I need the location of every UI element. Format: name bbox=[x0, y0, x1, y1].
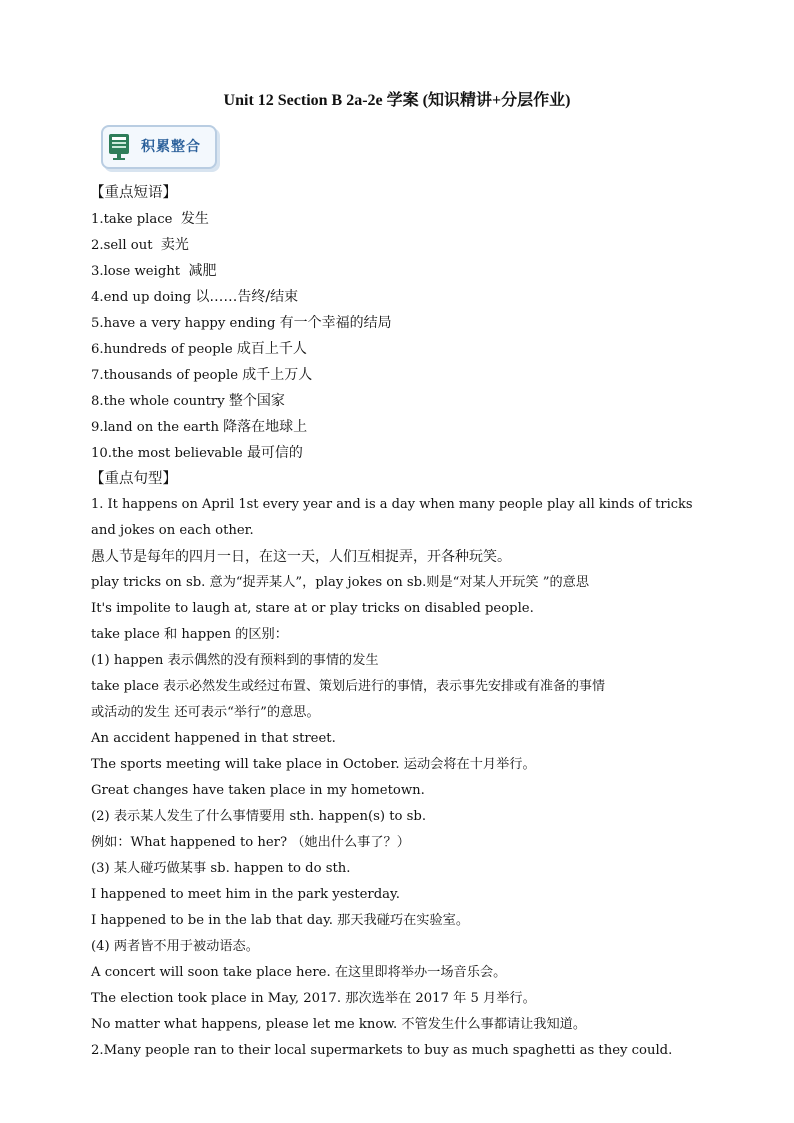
phrase-zh: 卖光 bbox=[160, 237, 189, 253]
phrase-zh: 发生 bbox=[180, 211, 209, 227]
phrase-item bbox=[91, 235, 189, 256]
phrase-en: 4.end up doing bbox=[91, 290, 192, 305]
text-line: An accident happened in that street. bbox=[91, 731, 336, 746]
text-line: 或活动的发生 还可表示“举行”的意思。 bbox=[91, 705, 320, 720]
book-icon bbox=[107, 131, 131, 161]
phrase-item bbox=[91, 209, 209, 230]
phrase-en: 5.have a very happy ending bbox=[91, 316, 276, 331]
text-line: Great changes have taken place in my hometown. bbox=[91, 783, 425, 798]
text-line: I happened to meet him in the park yesterday. bbox=[91, 887, 400, 902]
text-line: play tricks on sb. 意为“捉弄某人”，play jokes on sb.则是“对某人开玩笑 ”的意思 bbox=[91, 575, 590, 590]
text-line: and jokes on each other. bbox=[91, 523, 254, 538]
text-line: (1) happen 表示偶然的没有预料到的事情的发生 bbox=[91, 653, 379, 668]
text-line: 愚人节是每年的四月一日，在这一天，人们互相捉弄，开各种玩笑。 bbox=[91, 549, 511, 565]
phrase-zh: 成百上千人 bbox=[236, 341, 307, 357]
phrase-item bbox=[91, 287, 298, 308]
text-line: take place 和 happen 的区别： bbox=[91, 627, 288, 642]
phrase-item bbox=[91, 339, 307, 360]
phrase-item bbox=[91, 261, 216, 282]
phrase-en: 3.lose weight bbox=[91, 264, 181, 279]
phrase-zh: 整个国家 bbox=[228, 393, 285, 409]
phrase-zh: 降落在地球上 bbox=[223, 419, 308, 435]
phrase-zh: 最可信的 bbox=[246, 445, 303, 461]
phrase-en: 1.take place bbox=[91, 212, 173, 227]
phrase-en: 10.the most believable bbox=[91, 446, 243, 461]
phrase-en: 7.thousands of people bbox=[91, 368, 238, 383]
badge-label: 积累整合 bbox=[141, 139, 201, 155]
text-line: The sports meeting will take place in October. 运动会将在十月举行。 bbox=[91, 757, 536, 772]
phrase-item bbox=[91, 313, 392, 334]
text-line: 1. It happens on April 1st every year and is a day when many people play all kinds of tricks bbox=[91, 497, 693, 512]
document-title: Unit 12 Section B 2a-2e 学案 (知识精讲+分层作业) bbox=[223, 92, 571, 109]
text-line: No matter what happens, please let me know. 不管发生什么事都请让我知道。 bbox=[91, 1017, 587, 1032]
phrase-en: 2.sell out bbox=[91, 238, 153, 253]
section-badge bbox=[97, 123, 217, 171]
phrase-item bbox=[91, 365, 312, 386]
text-line: (3) 某人碰巧做某事 sb. happen to do sth. bbox=[91, 861, 351, 876]
section-heading-sentences: 【重点句型】 bbox=[90, 471, 177, 487]
text-line: It's impolite to laugh at, stare at or play tricks on disabled people. bbox=[91, 601, 534, 616]
phrase-en: 9.land on the earth bbox=[91, 420, 219, 435]
phrase-zh: 以……告终/结束 bbox=[195, 289, 299, 305]
phrase-zh: 减肥 bbox=[188, 263, 217, 279]
text-line: A concert will soon take place here. 在这里即将举办一场音乐会。 bbox=[91, 965, 507, 980]
text-line: (4) 两者皆不用于被动语态。 bbox=[91, 939, 259, 954]
phrase-en: 6.hundreds of people bbox=[91, 342, 233, 357]
text-line: (2) 表示某人发生了什么事情要用 sth. happen(s) to sb. bbox=[91, 809, 427, 824]
phrase-item bbox=[91, 417, 307, 438]
section-heading-phrases: 【重点短语】 bbox=[90, 185, 177, 201]
phrase-item bbox=[91, 391, 285, 412]
text-line: 例如：What happened to her? （她出什么事了？） bbox=[91, 835, 410, 850]
phrase-item bbox=[91, 443, 303, 464]
text-line: 2.Many people ran to their local supermarkets to buy as much spaghetti as they could. bbox=[91, 1043, 673, 1058]
phrase-zh: 有一个幸福的结局 bbox=[279, 315, 392, 331]
text-line: take place 表示必然发生或经过布置、策划后进行的事情，表示事先安排或有准备的事情 bbox=[91, 679, 606, 694]
phrase-zh: 成千上万人 bbox=[242, 367, 313, 383]
text-line: The election took place in May, 2017. 那次选举在 2017 年 5 月举行。 bbox=[91, 991, 536, 1006]
phrase-en: 8.the whole country bbox=[91, 394, 225, 409]
text-line: I happened to be in the lab that day. 那天我碰巧在实验室。 bbox=[91, 913, 470, 928]
